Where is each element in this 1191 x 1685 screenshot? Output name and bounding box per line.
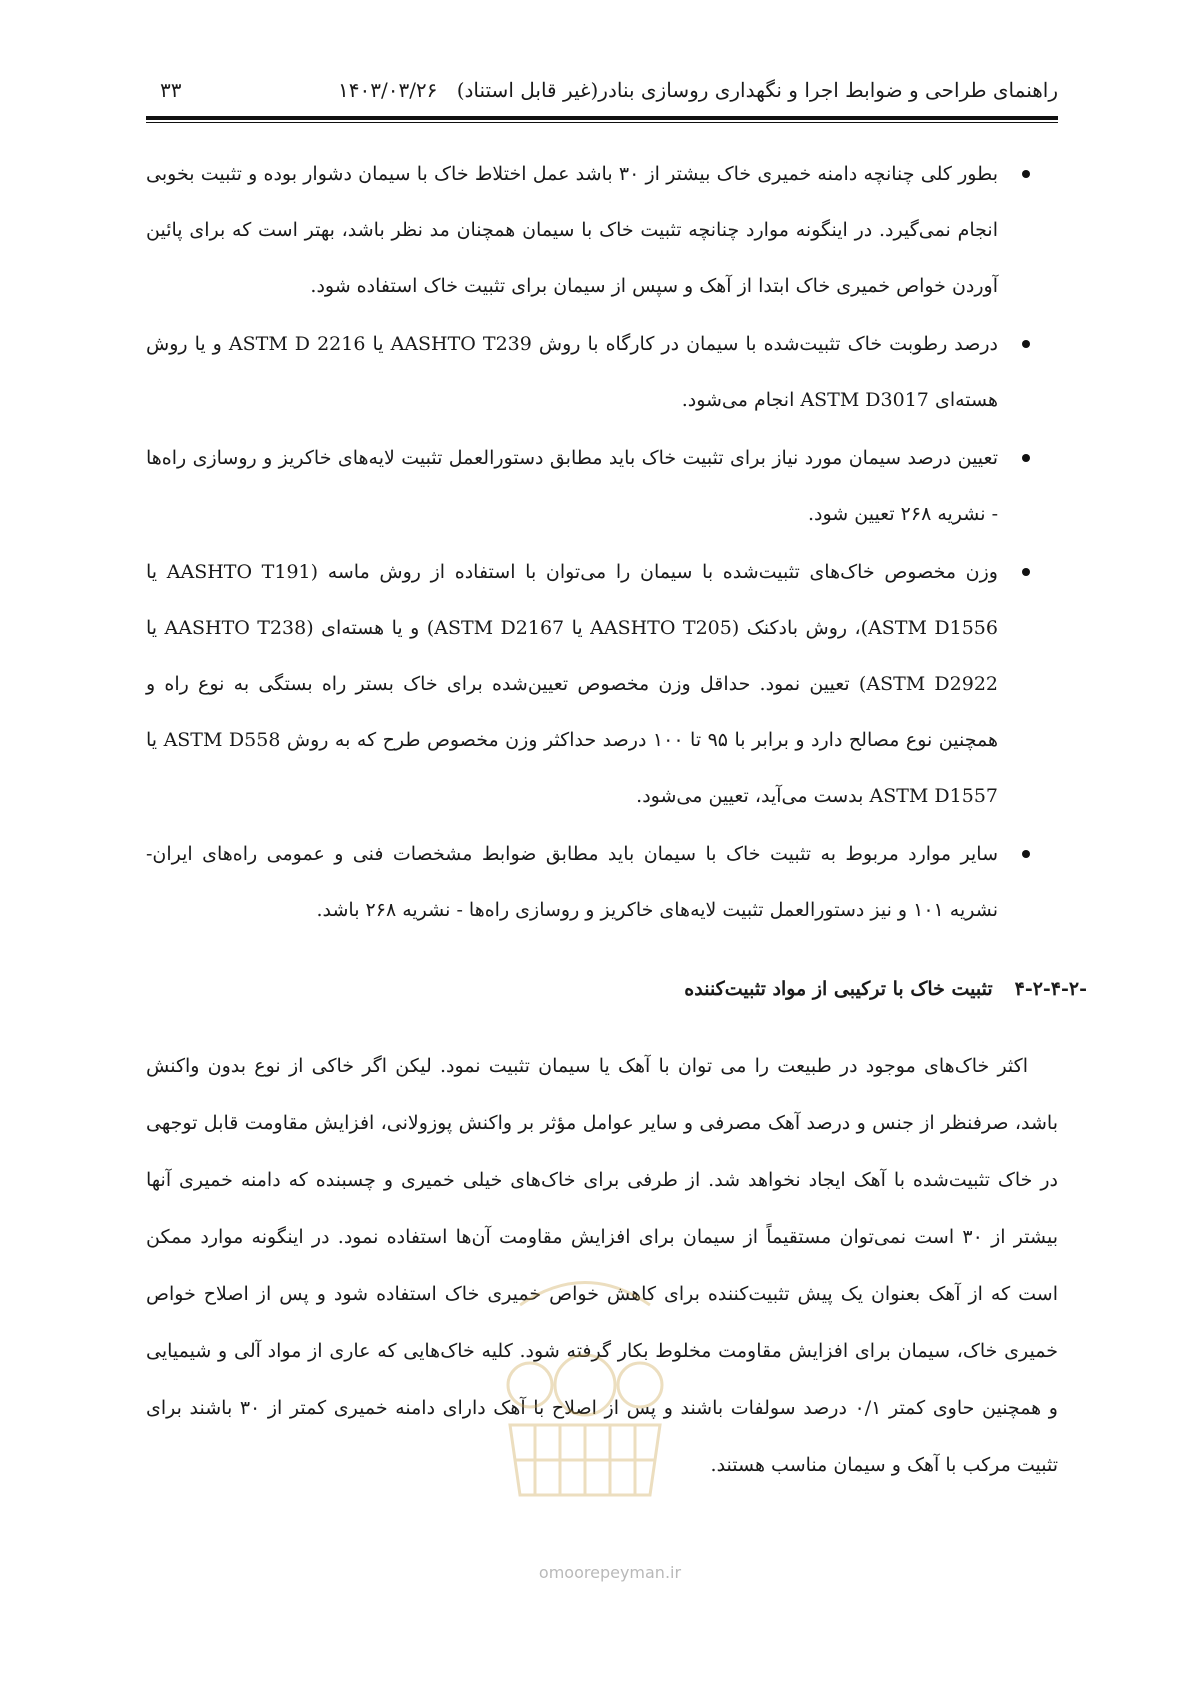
bullet-text: بطور کلی چنانچه دامنه خمیری خاک بیشتر از ۳۰ باشد عمل اختلاط خاک با سیمان دشوار بوده و تثبیت بخوبی انجام نمی‌گیرد. در اینگونه موارد چنانچه تثبیت خاک با سیمان همچنان مد نظر باشد، بهتر است که برای پائین آوردن خواص خمیری خاک ابتدا از آهک و سپس از سیمان برای تثبیت خاک استفاده شود. (146, 163, 998, 297)
section-number: ۴-۲-۴-۲- (1014, 978, 1087, 1000)
body-paragraph: اکثر خاک‌های موجود در طبیعت را می توان با آهک یا سیمان تثبیت نمود. لیکن اگر خاکی از نوع بدون واکنش باشد، صرفنظر از جنس و درصد آهک مصرفی و سایر عوامل مؤثر بر واکنش پوزولانی، افزایش مقاومت قابل توجهی در خاک تثبیت‌شده با آهک ایجاد نخواهد شد. از طرفی برای خاک‌های خیلی خمیری و چسبنده که دامنه خمیری آنها بیشتر از ۳۰ است نمی‌توان مستقیماً از سیمان برای افزایش مقاومت آن‌ها استفاده نمود. در اینگونه موارد ممکن است که از آهک بعنوان یک پیش تثبیت‌کننده برای کاهش خواص خمیری خاک استفاده شود و پس از اصلاح خواص خمیری خاک، سیمان برای افزایش مقاومت مخلوط بکار گرفته شود. کلیه خاک‌هایی که عاری از مواد آلی و شیمیایی و همچنین حاوی کمتر ۰/۱ درصد سولفات باشند و پس از اصلاح با آهک دارای دامنه خمیری کمتر از ۳۰ باشند برای تثبیت مرکب با آهک و سیمان مناسب هستند. (146, 1055, 1058, 1476)
bullet-list (146, 146, 1046, 938)
bullet-section (146, 146, 1046, 940)
watermark-site: omoorepeyman.ir (538, 1563, 682, 1582)
section-title: تثبیت خاک با ترکیبی از مواد تثبیت‌کننده (684, 978, 993, 1000)
bullet-dot-icon (1022, 170, 1030, 178)
header-title: راهنمای طراحی و ضوابط اجرا و نگهداری روسازی بنادر(غیر قابل استناد) (456, 78, 1058, 102)
bullet-dot-icon (1022, 850, 1030, 858)
bullet-item (146, 430, 1046, 542)
bullet-item (146, 146, 1046, 314)
page-header (148, 70, 1058, 114)
bullet-text: وزن مخصوص خاک‌های تثبیت‌شده با سیمان را می‌توان با استفاده از روش ماسه (AASHTO T191 یا ASTM D1556)، روش بادکنک (AASHTO T205 یا ASTM D2167) و یا هسته‌ای (AASHTO T238 یا ASTM D2922) تعیین نمود. حداقل وزن مخصوص تعیین‌شده برای خاک بستر راه بستگی به نوع راه و همچنین نوع مصالح دارد و برابر با ۹۵ تا ۱۰۰ درصد حداکثر وزن مخصوص طرح که به روش ASTM D558 یا ASTM D1557 بدست می‌آید، تعیین می‌شود. (146, 561, 999, 807)
bullet-text: سایر موارد مربوط به تثبیت خاک با سیمان باید مطابق ضوابط مشخصات فنی و عمومی راه‌های ایران- نشریه ۱۰۱ و نیز دستورالعمل تثبیت لایه‌های خاکریز و روسازی راه‌ها - نشریه ۲۶۸ باشد. (146, 843, 998, 921)
page-number: ۳۳ (160, 78, 182, 102)
bullet-text: تعیین درصد سیمان مورد نیاز برای تثبیت خاک باید مطابق دستورالعمل تثبیت لایه‌های خاکریز و روسازی راه‌ها - نشریه ۲۶۸ تعیین شود. (146, 447, 998, 525)
bullet-dot-icon (1022, 340, 1030, 348)
bullet-dot-icon (1022, 568, 1030, 576)
header-rule-thin (146, 122, 1058, 123)
section-heading (187, 978, 1087, 1000)
bullet-dot-icon (1022, 454, 1030, 462)
header-rule-thick (146, 116, 1058, 120)
bullet-item (146, 316, 1046, 428)
watermark-logo-icon (490, 1265, 680, 1515)
bullet-text: درصد رطوبت خاک تثبیت‌شده با سیمان در کارگاه با روش AASHTO T239 یا ASTM D 2216 و یا روش هسته‌ای ASTM D3017 انجام می‌شود. (146, 333, 999, 411)
header-date: ۱۴۰۳/۰۳/۲۶ (338, 78, 438, 102)
bullet-item (146, 544, 1046, 824)
bullet-item (146, 826, 1046, 938)
